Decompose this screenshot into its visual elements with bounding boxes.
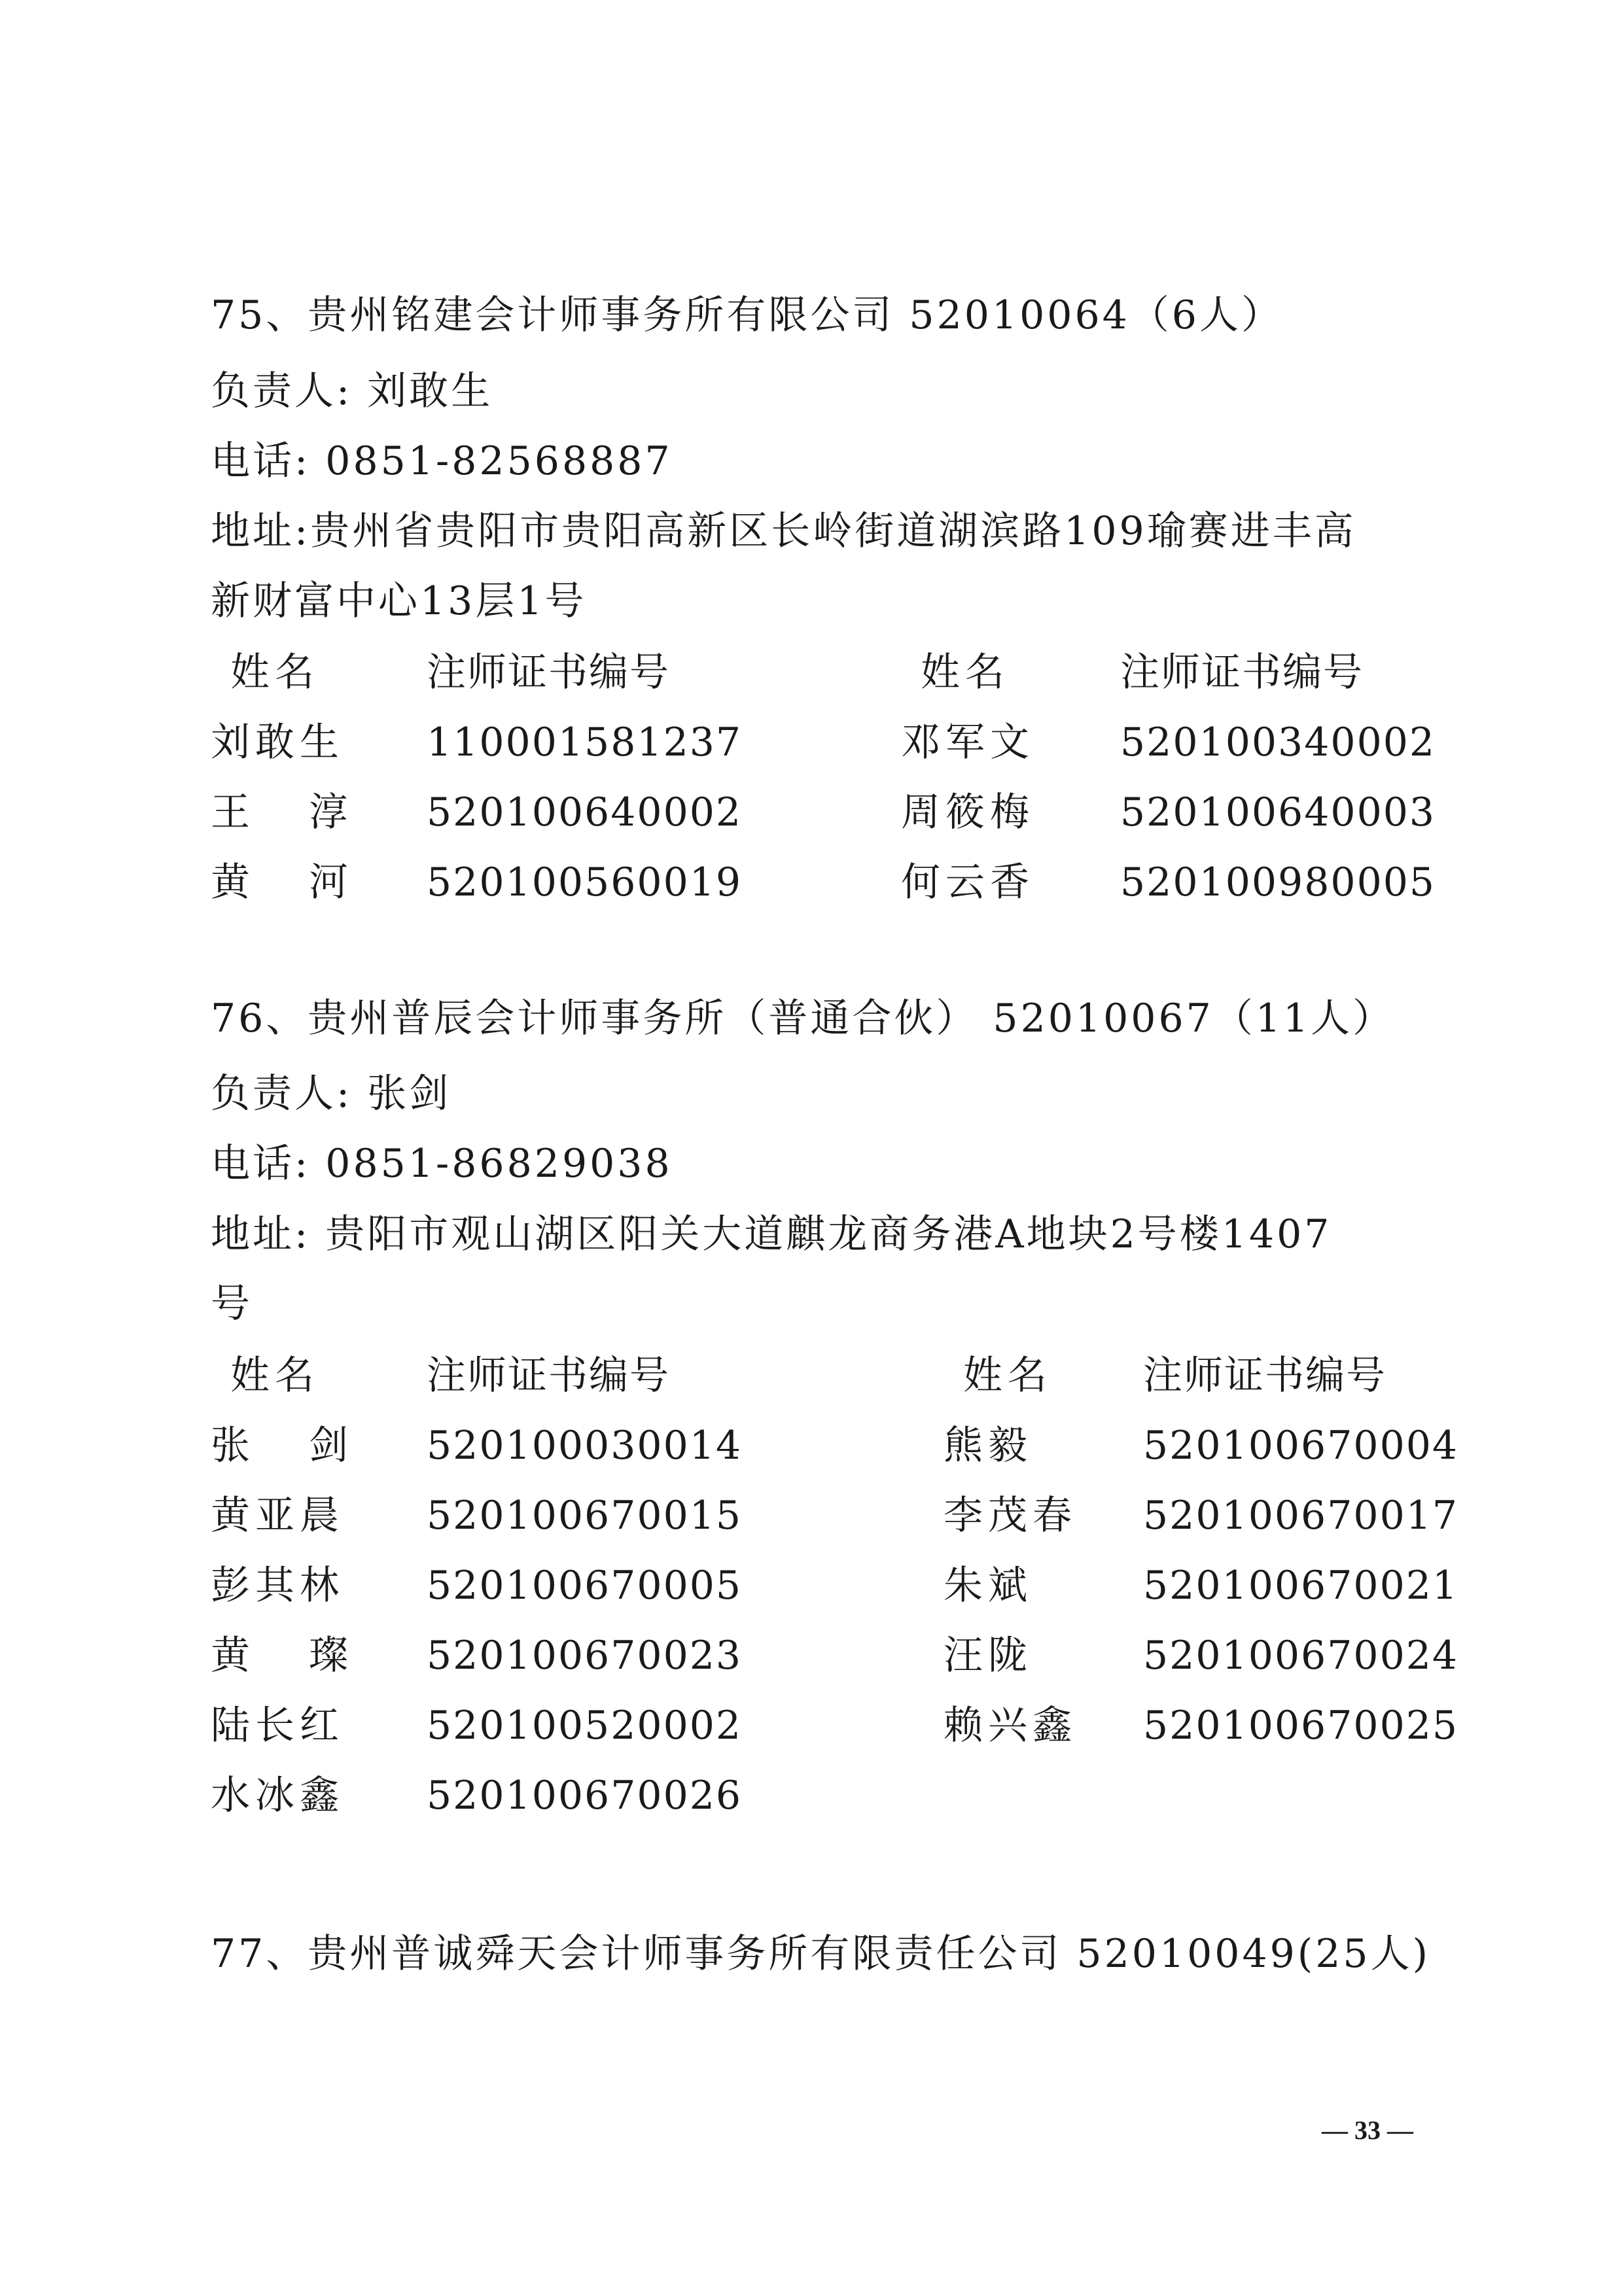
member-cert-id: 520100340002 [1120,720,1436,765]
member-name: 水冰鑫 [211,1773,344,1818]
firm-76-heading: 76、贵州普辰会计师事务所（普通合伙） 52010067（11人） [211,996,1395,1041]
firm-75-phone: 电话: 0851-82568887 [211,438,673,484]
member-cert-id: 520100670024 [1143,1633,1459,1679]
table-header-row [211,1353,1415,1423]
member-cert-id: 520100670015 [427,1493,743,1539]
member-name: 周筱梅 [901,790,1034,835]
firm-75-address-line1: 地址:贵州省贵阳市贵阳高新区长岭街道湖滨路109瑜赛进丰高 [211,508,1356,554]
member-name: 朱斌 [944,1563,1033,1609]
column-header-name: 姓名 [921,650,1010,695]
firm-76-phone: 电话: 0851-86829038 [211,1141,673,1187]
firm-75-heading: 75、贵州铭建会计师事务所有限公司 52010064（6人） [211,292,1283,338]
member-name: 黄亚晨 [211,1493,344,1539]
member-cert-id: 520100670025 [1143,1703,1459,1748]
member-name: 赖兴鑫 [944,1703,1077,1748]
member-name: 张剑 [211,1423,407,1469]
table-row [211,790,1436,860]
member-cert-id: 520100670026 [427,1773,743,1818]
firm-76-address-line1: 地址: 贵阳市观山湖区阳关大道麒龙商务港A地块2号楼1407 [211,1211,1332,1257]
member-name: 彭其林 [211,1563,344,1609]
column-header-name: 姓名 [230,1353,319,1399]
firm-75-address-line2: 新财富中心13层1号 [211,578,587,624]
member-cert-id: 520100520002 [427,1703,743,1748]
firm-76-address-line2: 号 [211,1281,253,1327]
member-cert-id: 520100560019 [427,860,743,905]
table-row [211,1633,1459,1703]
member-cert-id: 520100670023 [427,1633,743,1679]
member-cert-id: 520100030014 [427,1423,743,1469]
table-header-row [211,650,1415,720]
column-header-cert-id: 注师证书编号 [1143,1353,1386,1399]
member-cert-id: 520100980005 [1120,860,1436,905]
member-cert-id: 520100670005 [427,1563,743,1609]
member-name: 何云香 [901,860,1034,905]
member-name: 熊毅 [944,1423,1033,1469]
member-name: 汪陇 [944,1633,1033,1679]
member-cert-id: 520100670004 [1143,1423,1459,1469]
page-number: — 33 — [1322,2115,1413,2145]
member-cert-id: 520100670021 [1143,1563,1459,1609]
column-header-name: 姓名 [963,1353,1052,1399]
member-cert-id: 110001581237 [427,720,743,765]
column-header-cert-id: 注师证书编号 [427,650,670,695]
firm-75-contact: 负责人: 刘敢生 [211,368,493,414]
column-header-cert-id: 注师证书编号 [427,1353,670,1399]
member-cert-id: 520100670017 [1143,1493,1459,1539]
column-header-cert-id: 注师证书编号 [1120,650,1364,695]
member-name: 刘敢生 [211,720,344,765]
table-row [211,1563,1459,1633]
member-cert-id: 520100640002 [427,790,743,835]
member-name: 黄河 [211,860,407,905]
table-row [211,1423,1459,1493]
member-name: 邓军文 [901,720,1034,765]
table-row [211,1773,1415,1843]
table-row [211,1703,1459,1773]
member-name: 王淳 [211,790,407,835]
firm-76-member-table [211,1353,1459,1843]
table-row [211,860,1436,930]
firm-75-member-table [211,650,1436,930]
table-row [211,1493,1459,1563]
member-name: 陆长红 [211,1703,344,1748]
member-cert-id: 520100640003 [1120,790,1436,835]
member-name: 黄璨 [211,1633,407,1679]
firm-77-heading: 77、贵州普诚舜天会计师事务所有限责任公司 52010049(25人) [211,1931,1430,1977]
firm-76-contact: 负责人: 张剑 [211,1071,451,1117]
member-name: 李茂春 [944,1493,1077,1539]
table-row [211,720,1436,790]
column-header-name: 姓名 [230,650,319,695]
